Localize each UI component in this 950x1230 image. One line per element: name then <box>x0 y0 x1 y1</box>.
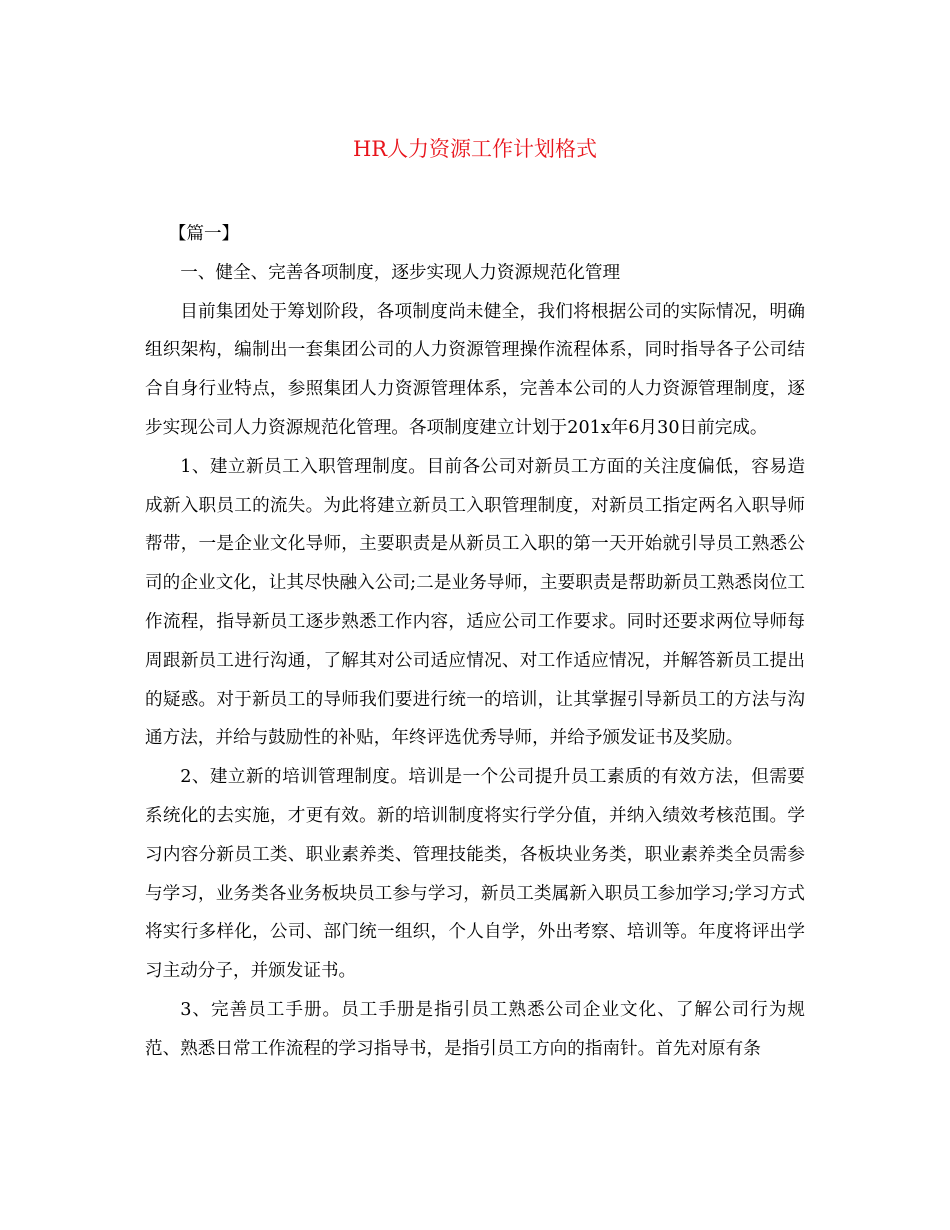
document-title: HR人力资源工作计划格式 <box>352 137 598 161</box>
document-body <box>145 215 805 1069</box>
part-label: 【篇一】 <box>168 224 240 244</box>
body-paragraph: 1、建立新员工入职管理制度。目前各公司对新员工方面的关注度偏低，容易造成新入职员工的流失。为此将建立新员工入职管理制度，对新员工指定两名入职导师帮带，一是企业文化导师，主要职责是从新员工入职的第一天开始就引导员工熟悉公司的企业文化，让其尽快融入公司;二是业务导师，主要职责是帮助新员工熟悉岗位工作流程，指导新员工逐步熟悉工作内容，适应公司工作要求。同时还要求两位导师每周跟新员工进行沟通，了解其对公司适应情况、对工作适应情况，并解答新员工提出的疑惑。对于新员工的导师我们要进行统一的培训，让其掌握引导新员工的方法与沟通方法，并给与鼓励性的补贴，年终评选优秀导师，并给予颁发证书及奖励。 <box>145 456 805 749</box>
body-paragraph: 3、完善员工手册。员工手册是指引员工熟悉公司企业文化、了解公司行为规范、熟悉日常工作流程的学习指导书，是指引员工方向的指南针。首先对原有条 <box>145 999 805 1059</box>
body-paragraph: 2、建立新的培训管理制度。培训是一个公司提升员工素质的有效方法，但需要系统化的去实施，才更有效。新的培训制度将实行学分值，并纳入绩效考核范围。学习内容分新员工类、职业素养类、管理技能类，各板块业务类，职业素养类全员需参与学习，业务类各业务板块员工参与学习，新员工类属新入职员工参加学习;学习方式将实行多样化，公司、部门统一组织，个人自学，外出考察、培训等。年度将评出学习主动分子，并颁发证书。 <box>145 767 805 982</box>
section-heading: 一、健全、完善各项制度，逐步实现人力资源规范化管理 <box>180 262 621 283</box>
body-paragraph: 目前集团处于筹划阶段，各项制度尚未健全，我们将根据公司的实际情况，明确组织架构，编制出一套集团公司的人力资源管理操作流程体系，同时指导各子公司结合自身行业特点，参照集团人力资源管理体系，完善本公司的人力资源管理制度，逐步实现公司人力资源规范化管理。各项制度建立计划于201x年6月30日前完成。 <box>145 301 805 438</box>
